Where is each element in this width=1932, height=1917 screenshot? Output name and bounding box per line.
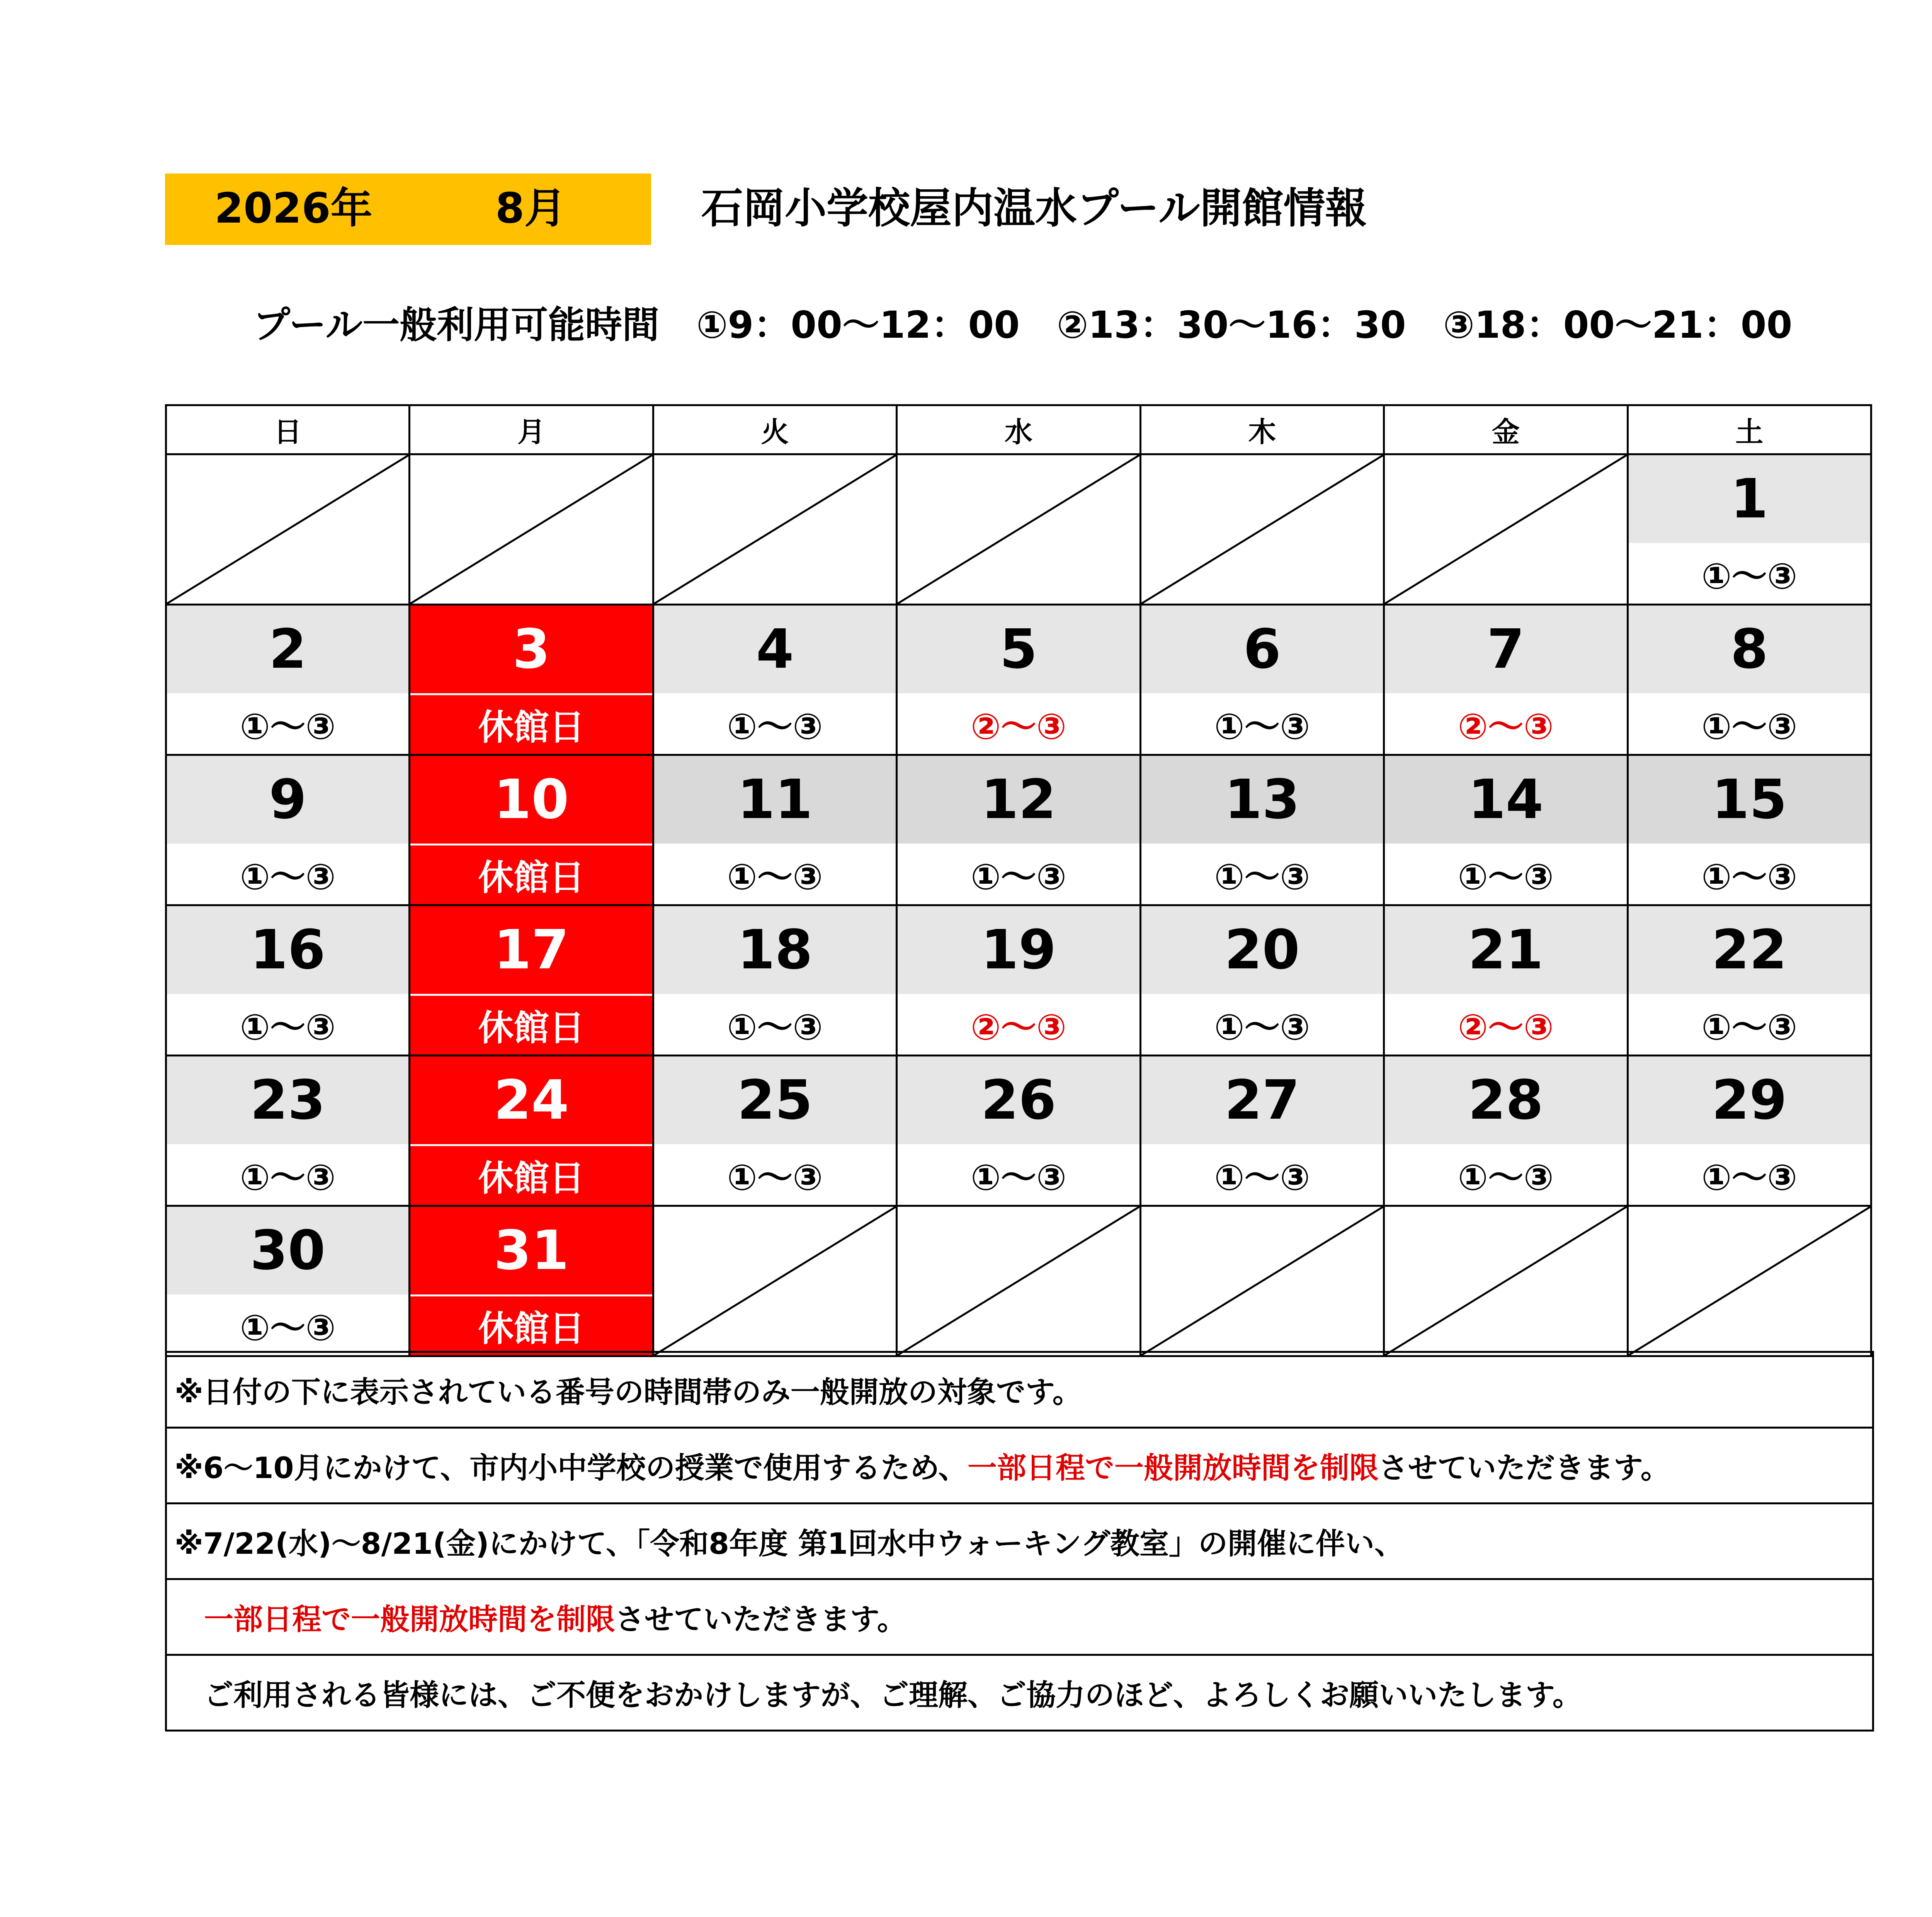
note-2 bbox=[167, 1427, 1872, 1502]
diagonal-slash bbox=[1385, 1207, 1626, 1355]
weekday-mon: 月 bbox=[410, 405, 653, 454]
calendar-week-row bbox=[166, 605, 1871, 755]
time-slots: ①～③ bbox=[1629, 693, 1870, 754]
note-1-text: ※日付の下に表示されている番号の時間帯のみ一般開放の対象です。 bbox=[175, 1375, 1082, 1409]
day-number: 26 bbox=[898, 1056, 1139, 1144]
day-number: 22 bbox=[1629, 906, 1870, 994]
calendar-day bbox=[897, 755, 1140, 905]
calendar-empty-cell bbox=[653, 1206, 896, 1356]
time-slots: ①～③ bbox=[654, 994, 896, 1055]
day-number: 13 bbox=[1141, 756, 1383, 844]
closed-label: 休館日 bbox=[410, 994, 652, 1055]
time-slots: ①～③ bbox=[1141, 693, 1383, 754]
time-slots: ①～③ bbox=[654, 844, 896, 904]
time-slots: ②～③ bbox=[1385, 994, 1626, 1055]
diagonal-slash bbox=[167, 455, 408, 604]
calendar-day bbox=[1140, 1056, 1384, 1206]
calendar-day bbox=[166, 605, 410, 755]
day-number: 24 bbox=[410, 1056, 652, 1144]
calendar-day bbox=[653, 605, 896, 755]
day-number: 11 bbox=[654, 756, 896, 844]
weekday-fri: 金 bbox=[1384, 405, 1628, 454]
diagonal-slash bbox=[1385, 455, 1626, 604]
time-slots: ①～③ bbox=[654, 1144, 896, 1205]
day-number: 25 bbox=[654, 1056, 896, 1144]
calendar-day-closed bbox=[410, 905, 653, 1056]
day-number: 30 bbox=[167, 1207, 408, 1294]
day-number: 23 bbox=[167, 1056, 408, 1144]
time-slots: ②～③ bbox=[898, 693, 1139, 754]
note-4-highlight: 一部日程で一般開放時間を制限 bbox=[204, 1602, 615, 1636]
time-slots: ①～③ bbox=[1385, 844, 1626, 904]
calendar-day bbox=[1628, 905, 1871, 1056]
day-number: 5 bbox=[898, 606, 1139, 693]
calendar-week-row bbox=[166, 905, 1871, 1056]
calendar-day bbox=[166, 905, 410, 1056]
time-slots: ①～③ bbox=[1385, 1144, 1626, 1205]
day-number: 27 bbox=[1141, 1056, 1383, 1144]
time-slots: ①～③ bbox=[898, 844, 1139, 904]
day-number: 9 bbox=[167, 756, 408, 844]
day-number: 15 bbox=[1629, 756, 1870, 844]
header-banner bbox=[165, 173, 651, 245]
calendar-week-row bbox=[166, 1056, 1871, 1206]
day-number: 20 bbox=[1141, 906, 1383, 994]
calendar-day bbox=[1384, 905, 1628, 1056]
opening-hours: プール一般利用可能時間 ①9：00～12：00 ②13：30～16：30 ③18：00～21：00 bbox=[253, 303, 1793, 347]
day-number: 14 bbox=[1385, 756, 1626, 844]
calendar-day bbox=[1384, 1056, 1628, 1206]
note-5 bbox=[167, 1654, 1872, 1730]
diagonal-slash bbox=[1629, 1207, 1870, 1355]
note-2-highlight: 一部日程で一般開放時間を制限 bbox=[967, 1451, 1379, 1485]
closed-label: 休館日 bbox=[410, 1294, 652, 1355]
diagonal-slash bbox=[898, 1207, 1139, 1355]
day-number: 31 bbox=[410, 1207, 652, 1294]
note-4 bbox=[167, 1578, 1872, 1654]
weekday-sun: 日 bbox=[166, 405, 410, 454]
time-slots: ①～③ bbox=[1141, 844, 1383, 904]
calendar-day bbox=[897, 605, 1140, 755]
time-slots: ②～③ bbox=[898, 994, 1139, 1055]
calendar-empty-cell bbox=[897, 454, 1140, 605]
time-slots: ①～③ bbox=[167, 994, 408, 1055]
calendar-table bbox=[165, 404, 1872, 1357]
time-slots: ①～③ bbox=[167, 693, 408, 754]
closed-label: 休館日 bbox=[410, 844, 652, 904]
day-number: 29 bbox=[1629, 1056, 1870, 1144]
day-number: 16 bbox=[167, 906, 408, 994]
calendar-day bbox=[1140, 755, 1384, 905]
day-number: 12 bbox=[898, 756, 1139, 844]
closed-label: 休館日 bbox=[410, 1144, 652, 1205]
diagonal-slash bbox=[654, 1207, 896, 1355]
note-1 bbox=[167, 1351, 1872, 1427]
time-slots: ①～③ bbox=[167, 1144, 408, 1205]
day-number: 19 bbox=[898, 906, 1139, 994]
header-year: 2026年 bbox=[214, 184, 372, 233]
weekday-thu: 木 bbox=[1140, 405, 1384, 454]
calendar-empty-cell bbox=[1384, 454, 1628, 605]
time-slots: ①～③ bbox=[1141, 1144, 1383, 1205]
calendar-day bbox=[1384, 755, 1628, 905]
diagonal-slash bbox=[898, 455, 1139, 604]
diagonal-slash bbox=[654, 455, 896, 604]
day-number: 1 bbox=[1629, 455, 1870, 543]
calendar-day bbox=[1628, 454, 1871, 605]
calendar-day bbox=[653, 1056, 896, 1206]
note-3-text: ※7/22(水)～8/21(金)にかけて、「令和8年度 第1回水中ウォーキング教室」の開催に伴い、 bbox=[175, 1526, 1404, 1561]
diagonal-slash bbox=[1141, 455, 1383, 604]
closed-label: 休館日 bbox=[410, 693, 652, 754]
calendar-day bbox=[897, 1056, 1140, 1206]
weekday-header-row bbox=[166, 405, 1871, 454]
note-2-text-c: させていただきます。 bbox=[1378, 1451, 1670, 1485]
weekday-sat: 土 bbox=[1628, 405, 1871, 454]
day-number: 6 bbox=[1141, 606, 1383, 693]
calendar-day bbox=[166, 755, 410, 905]
time-slots: ②～③ bbox=[1385, 693, 1626, 754]
calendar-empty-cell bbox=[1628, 1206, 1871, 1356]
header-month: 8月 bbox=[495, 184, 566, 233]
day-number: 3 bbox=[410, 606, 652, 693]
calendar-day bbox=[653, 755, 896, 905]
time-slots: ①～③ bbox=[1629, 543, 1870, 604]
notes-box bbox=[165, 1351, 1874, 1732]
note-4-text-c: させていただきます。 bbox=[615, 1602, 906, 1636]
weekday-wed: 水 bbox=[897, 405, 1140, 454]
time-slots: ①～③ bbox=[1629, 844, 1870, 904]
calendar-day-closed bbox=[410, 1056, 653, 1206]
time-slots: ①～③ bbox=[898, 1144, 1139, 1205]
calendar-day-closed bbox=[410, 1206, 653, 1356]
calendar-day bbox=[1384, 605, 1628, 755]
calendar-day bbox=[1628, 755, 1871, 905]
note-5-text: ご利用される皆様には、ご不便をおかけしますが、ご理解、ご協力のほど、よろしくお願いいたします。 bbox=[175, 1678, 1582, 1712]
calendar-empty-cell bbox=[653, 454, 896, 605]
calendar-body bbox=[166, 454, 1871, 1356]
calendar-empty-cell bbox=[1140, 454, 1384, 605]
diagonal-slash bbox=[410, 455, 652, 604]
day-number: 18 bbox=[654, 906, 896, 994]
calendar-day-closed bbox=[410, 755, 653, 905]
calendar-empty-cell bbox=[1140, 1206, 1384, 1356]
time-slots: ①～③ bbox=[654, 693, 896, 754]
diagonal-slash bbox=[1141, 1207, 1383, 1355]
day-number: 17 bbox=[410, 906, 652, 994]
calendar-day bbox=[1628, 1056, 1871, 1206]
calendar-day bbox=[166, 1056, 410, 1206]
time-slots: ①～③ bbox=[1141, 994, 1383, 1055]
calendar-empty-cell bbox=[897, 1206, 1140, 1356]
calendar-empty-cell bbox=[1384, 1206, 1628, 1356]
calendar-empty-cell bbox=[166, 454, 410, 605]
note-4-indent bbox=[175, 1596, 204, 1638]
note-2-text-a: ※6～10月にかけて、市内小中学校の授業で使用するため、 bbox=[175, 1451, 968, 1485]
day-number: 2 bbox=[167, 606, 408, 693]
day-number: 7 bbox=[1385, 606, 1626, 693]
calendar-day-closed bbox=[410, 605, 653, 755]
weekday-tue: 火 bbox=[653, 405, 896, 454]
day-number: 8 bbox=[1629, 606, 1870, 693]
time-slots: ①～③ bbox=[1629, 1144, 1870, 1205]
time-slots: ①～③ bbox=[167, 844, 408, 904]
day-number: 10 bbox=[410, 756, 652, 844]
calendar-empty-cell bbox=[410, 454, 653, 605]
day-number: 28 bbox=[1385, 1056, 1626, 1144]
day-number: 21 bbox=[1385, 906, 1626, 994]
calendar-day bbox=[1140, 605, 1384, 755]
note-3 bbox=[167, 1502, 1872, 1578]
calendar-day bbox=[166, 1206, 410, 1356]
day-number: 4 bbox=[654, 606, 896, 693]
calendar-day bbox=[1140, 905, 1384, 1056]
calendar-day bbox=[653, 905, 896, 1056]
page-title: 石岡小学校屋内温水プール開館情報 bbox=[701, 184, 1367, 233]
time-slots: ①～③ bbox=[167, 1294, 408, 1355]
calendar-week-row bbox=[166, 755, 1871, 905]
time-slots: ①～③ bbox=[1629, 994, 1870, 1055]
calendar-week-row bbox=[166, 454, 1871, 605]
calendar-day bbox=[1628, 605, 1871, 755]
calendar-week-row bbox=[166, 1206, 1871, 1356]
calendar-day bbox=[897, 905, 1140, 1056]
